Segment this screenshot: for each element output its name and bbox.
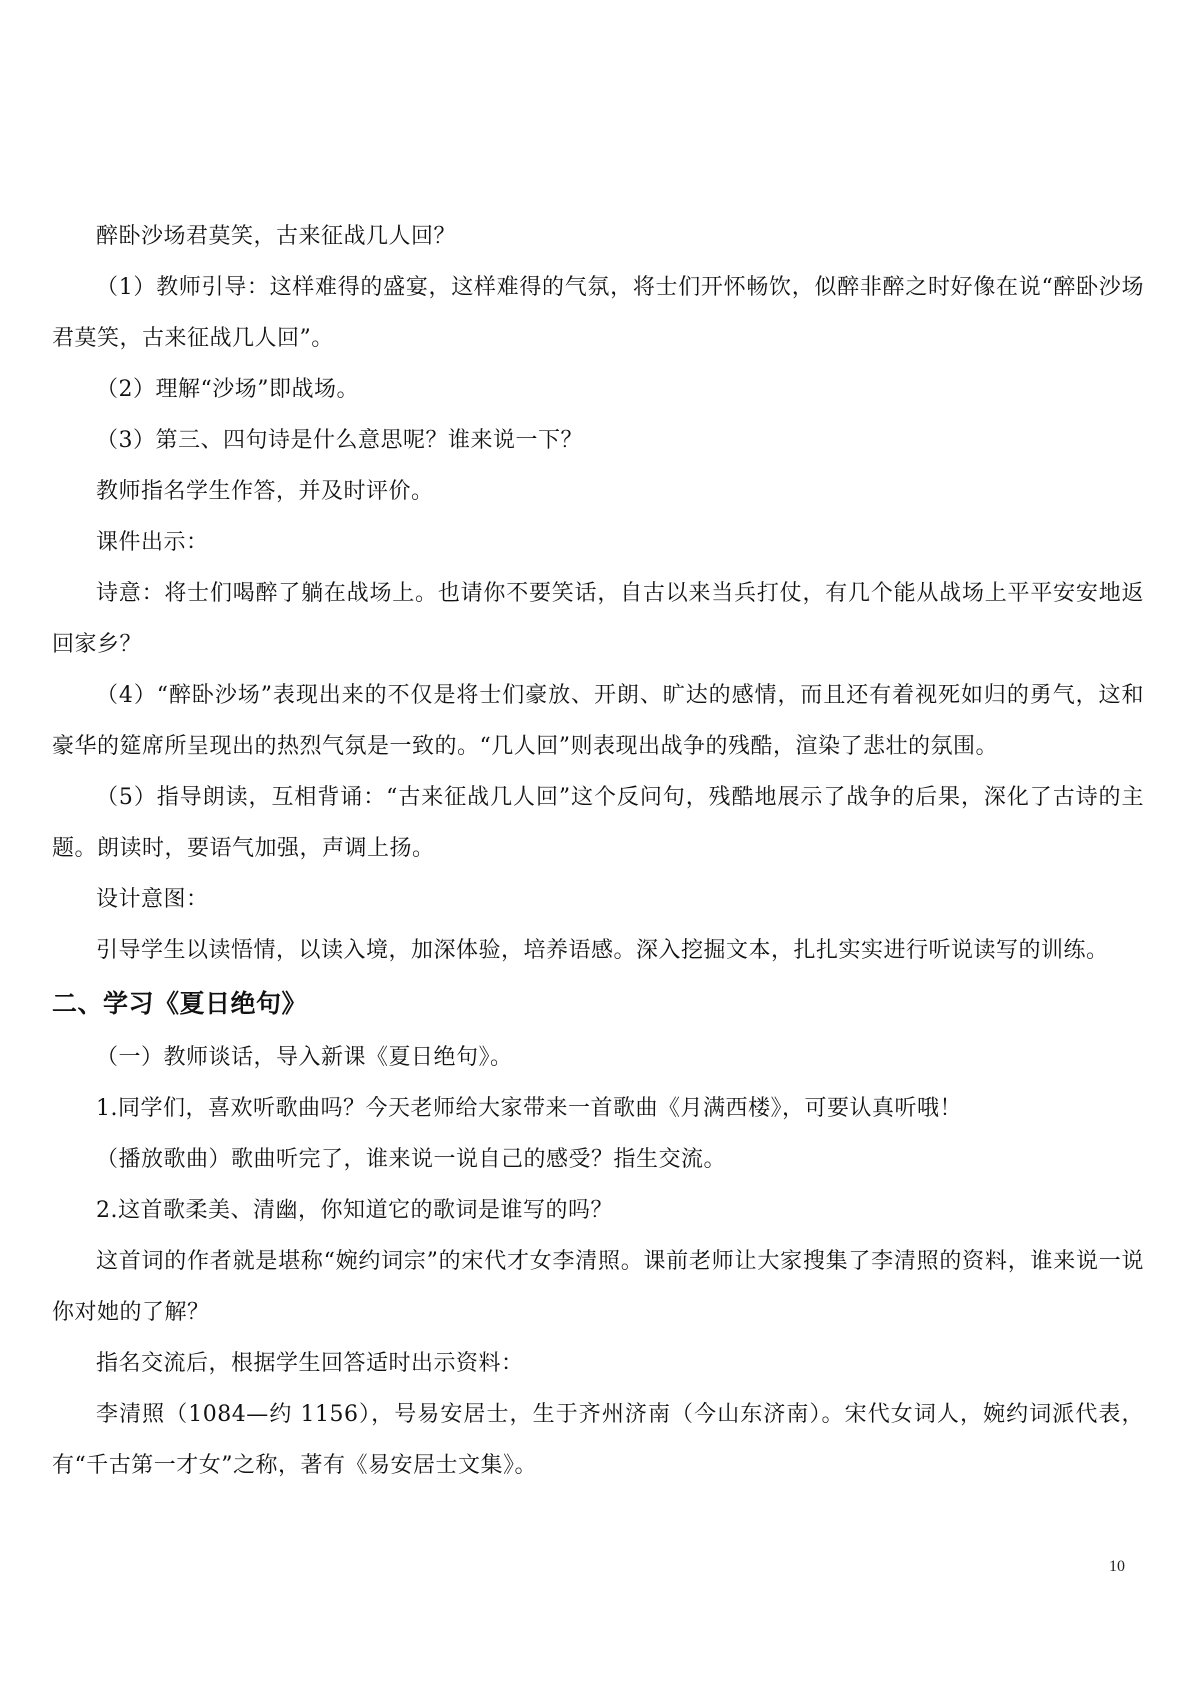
- poem-line: 醉卧沙场君莫笑，古来征战几人回？: [96, 224, 457, 249]
- paragraph-play-song: （播放歌曲）歌曲听完了，谁来说一说自己的感受？指生交流。: [96, 1147, 727, 1172]
- paragraph-poem-meaning: 诗意：将士们喝醉了躺在战场上。也请你不要笑话，自古以来当兵打仗，有几个能从战场上平平安安地返回家乡？: [52, 581, 1144, 657]
- paragraph-question: （3）第三、四句诗是什么意思呢？谁来说一下？: [96, 428, 583, 453]
- paragraph-li-qingzhao-bio: 李清照（1084—约 1156），号易安居士，生于齐州济南（今山东济南）。宋代女词人，婉约词派代表，有“千古第一才女”之称，著有《易安居士文集》。: [52, 1402, 1144, 1478]
- document-body: [52, 211, 1144, 1491]
- paragraph-teacher-guide: （1）教师引导：这样难得的盛宴，这样难得的气氛，将士们开怀畅饮，似醉非醉之时好像在说“醉卧沙场君莫笑，古来征战几人回”。: [52, 275, 1144, 351]
- paragraph-courseware: 课件出示：: [96, 530, 209, 555]
- section-heading: 二、学习《夏日绝句》: [52, 989, 308, 1018]
- paragraph-design-intent-label: 设计意图：: [96, 887, 209, 912]
- page-number: 10: [1109, 1558, 1125, 1575]
- paragraph-reading-guide: （5）指导朗读，互相背诵：“古来征战几人回”这个反问句，残酷地展示了战争的后果，深化了古诗的主题。朗读时，要语气加强，声调上扬。: [52, 785, 1144, 861]
- paragraph-design-intent: 引导学生以读悟情，以读入境，加深体验，培养语感。深入挖掘文本，扎扎实实进行听说读写的训练。: [96, 938, 1109, 963]
- paragraph-show-material: 指名交流后，根据学生回答适时出示资料：: [96, 1351, 524, 1376]
- paragraph-intro: （一）教师谈话，导入新课《夏日绝句》。: [96, 1045, 513, 1070]
- paragraph-analysis: （4）“醉卧沙场”表现出来的不仅是将士们豪放、开朗、旷达的感情，而且还有着视死如归的勇气，这和豪华的筵席所呈现出的热烈气氛是一致的。“几人回”则表现出战争的残酷，渲染了悲壮的氛围。: [52, 683, 1144, 759]
- paragraph-author-intro: 这首词的作者就是堪称“婉约词宗”的宋代才女李清照。课前老师让大家搜集了李清照的资料，谁来说一说你对她的了解？: [52, 1249, 1144, 1325]
- paragraph-teacher-evaluate: 教师指名学生作答，并及时评价。: [96, 479, 434, 504]
- paragraph-song-question: 1.同学们，喜欢听歌曲吗？今天老师给大家带来一首歌曲《月满西楼》，可要认真听哦！: [96, 1096, 962, 1121]
- paragraph-understand-shachang: （2）理解“沙场”即战场。: [96, 377, 359, 402]
- paragraph-lyrics-question: 2.这首歌柔美、清幽，你知道它的歌词是谁写的吗？: [96, 1198, 613, 1223]
